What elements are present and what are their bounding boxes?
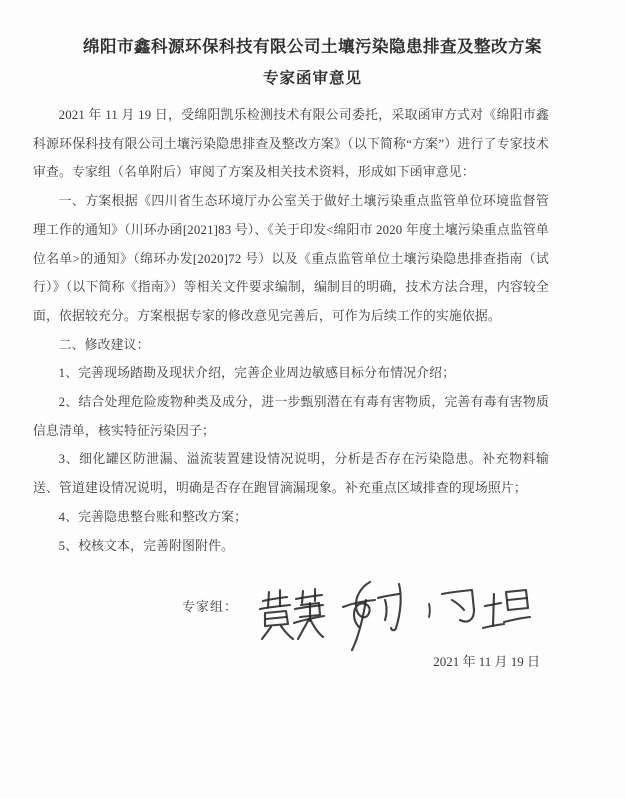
body-paragraph-suggestion-5: 5、校核文本，完善附图附件。: [58, 538, 235, 553]
document-body: [33, 101, 549, 560]
body-paragraph-suggestion-1: 1、完善现场踏勘及现状介绍，完善企业周边敏感目标分布情况介绍；: [58, 366, 456, 381]
body-paragraph-intro: 2021 年 11 月 19 日，受绵阳凯乐检测技术有限公司委托，采取函审方式对《绵阳市鑫科源环保科技有限公司土壤污染隐患排查及整改方案》（以下简称“方案”）进行了专家技术审查。专家组（名单附后）审阅了方案及相关技术资料，形成如下函审意见：: [33, 108, 549, 180]
body-paragraph-basis: 一、方案根据《四川省生态环境厅办公室关于做好土壤污染重点监管单位环境监督管理工作的通知》（川环办函[2021]83 号）、《关于印发<绵阳市 2020 年度土壤污染重点监管单位名单>的通知》（绵环办发[2020]72 号）以及《重点监管单位土壤污染隐患排查指南（试行）》（以下简称《指南》）等相关文件要求编制，编制目的明确，技术方法合理，内容较全面，依据较充分。方案根据专家的修改意见完善后，可作为后续工作的实施依据。: [33, 194, 549, 323]
handwritten-signature-3: [438, 582, 533, 642]
document-title: 绵阳市鑫科源环保科技有限公司土壤污染隐患排查及整改方案: [83, 37, 542, 56]
handwritten-signature-2: [340, 576, 410, 652]
document-date: 2021 年 11 月 19 日: [433, 654, 540, 669]
body-paragraph-suggestion-4: 4、完善隐患整台账和整改方案；: [58, 509, 248, 524]
body-paragraph-suggestions-heading: 二、修改建议：: [58, 337, 150, 352]
signature-separator-mark: [426, 602, 434, 620]
body-paragraph-suggestion-3: 3、细化罐区防泄漏、溢流装置建设情况说明，分析是否存在污染隐患。补充物料输送、管道建设情况说明，明确是否存在跑冒滴漏现象。补充重点区域排查的现场照片；: [33, 452, 549, 496]
expert-group-label: 专家组：: [182, 599, 239, 614]
body-paragraph-suggestion-2: 2、结合处理危险废物种类及成分，进一步甄别潜在有毒有害物质，完善有毒有害物质信息清单，核实特征污染因子；: [33, 395, 549, 438]
document-subtitle: 专家函审意见: [262, 70, 362, 87]
handwritten-signature-1: [256, 587, 328, 649]
